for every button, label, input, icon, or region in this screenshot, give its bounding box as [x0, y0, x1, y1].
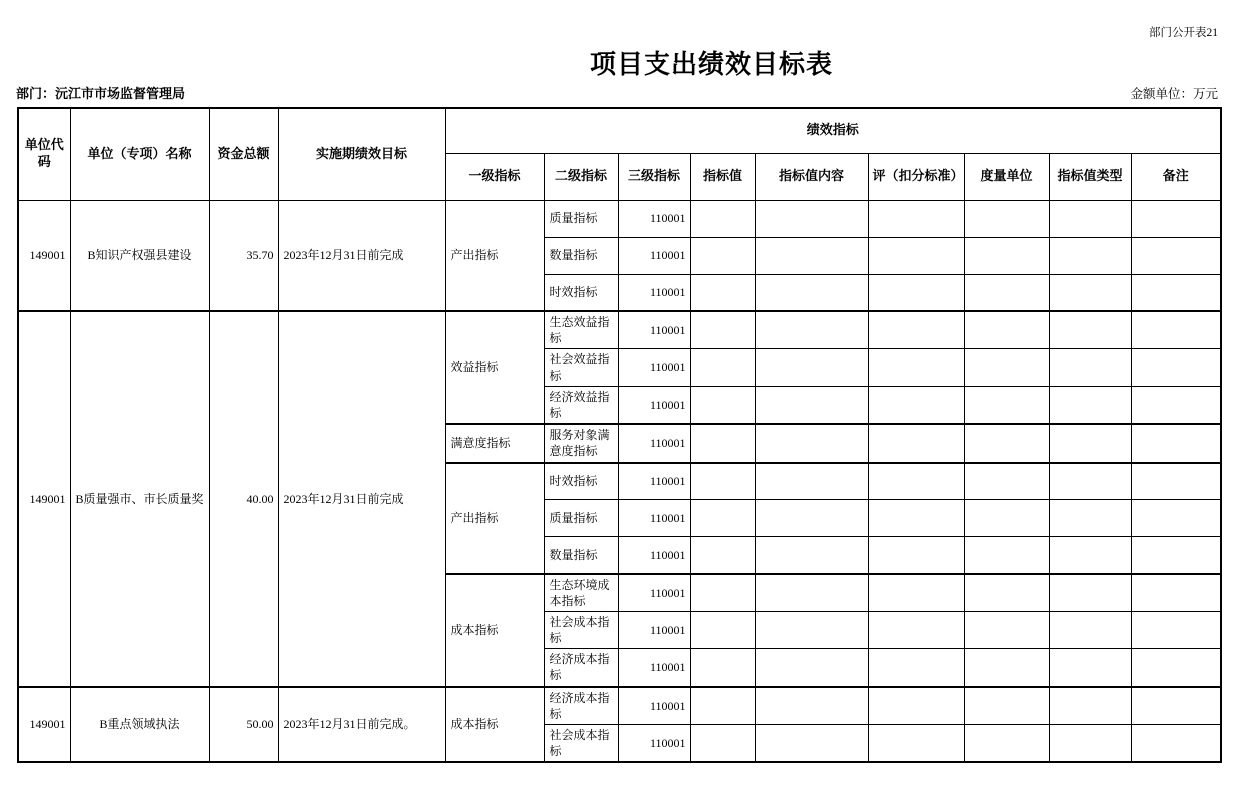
- indicator-value-cell: [690, 311, 755, 349]
- header-indicator-value: 指标值: [690, 153, 755, 200]
- value-content-cell: [755, 386, 868, 424]
- indicator-value-cell: [690, 463, 755, 500]
- value-content-cell: [755, 725, 868, 763]
- table-row: [18, 311, 1221, 349]
- value-content-cell: [755, 424, 868, 462]
- impl-target-cell: 2023年12月31日前完成。: [278, 687, 445, 763]
- header-remark: 备注: [1131, 153, 1221, 200]
- level1-indicator-cell: 满意度指标: [445, 424, 544, 462]
- table-row: [18, 687, 1221, 725]
- value-content-cell: [755, 649, 868, 687]
- value-type-cell: [1049, 311, 1131, 349]
- unit-name-cell: B质量强市、市长质量奖: [70, 311, 209, 687]
- corner-sheet-label: 部门公开表21: [1149, 27, 1218, 39]
- indicator-value-cell: [690, 649, 755, 687]
- remark-cell: [1131, 386, 1221, 424]
- value-type-cell: [1049, 386, 1131, 424]
- value-type-cell: [1049, 611, 1131, 648]
- remark-cell: [1131, 463, 1221, 500]
- header-level3-indicator: 三级指标: [618, 153, 690, 200]
- deduction-standard-cell: [868, 500, 964, 537]
- header-row-top: [18, 108, 1221, 153]
- value-type-cell: [1049, 687, 1131, 725]
- total-funds-cell: 50.00: [209, 687, 278, 763]
- level2-indicator-cell: 时效指标: [544, 463, 618, 500]
- impl-target-cell: 2023年12月31日前完成: [278, 311, 445, 687]
- deduction-standard-cell: [868, 349, 964, 386]
- measure-unit-cell: [964, 649, 1049, 687]
- value-type-cell: [1049, 537, 1131, 574]
- remark-cell: [1131, 649, 1221, 687]
- measure-unit-cell: [964, 386, 1049, 424]
- measure-unit-cell: [964, 424, 1049, 462]
- remark-cell: [1131, 274, 1221, 311]
- level3-indicator-cell: 110001: [618, 386, 690, 424]
- header-level2-indicator: 二级指标: [544, 153, 618, 200]
- unit-name-cell: B重点领域执法: [70, 687, 209, 763]
- deduction-standard-cell: [868, 725, 964, 763]
- deduction-standard-cell: [868, 200, 964, 237]
- header-deduction-standard: 评（扣分标准）: [868, 153, 964, 200]
- measure-unit-cell: [964, 500, 1049, 537]
- value-type-cell: [1049, 463, 1131, 500]
- deduction-standard-cell: [868, 311, 964, 349]
- level3-indicator-cell: 110001: [618, 237, 690, 274]
- measure-unit-cell: [964, 311, 1049, 349]
- level3-indicator-cell: 110001: [618, 463, 690, 500]
- header-value-content: 指标值内容: [755, 153, 868, 200]
- total-funds-cell: 35.70: [209, 200, 278, 311]
- total-funds-cell: 40.00: [209, 311, 278, 687]
- value-content-cell: [755, 349, 868, 386]
- unit-code-cell: 149001: [18, 311, 70, 687]
- value-type-cell: [1049, 274, 1131, 311]
- measure-unit-cell: [964, 611, 1049, 648]
- header-measure-unit: 度量单位: [964, 153, 1049, 200]
- remark-cell: [1131, 687, 1221, 725]
- performance-target-table: [17, 107, 1222, 763]
- unit-name-cell: B知识产权强县建设: [70, 200, 209, 311]
- level2-indicator-cell: 服务对象满意度指标: [544, 424, 618, 462]
- value-content-cell: [755, 200, 868, 237]
- remark-cell: [1131, 237, 1221, 274]
- value-content-cell: [755, 311, 868, 349]
- measure-unit-cell: [964, 274, 1049, 311]
- deduction-standard-cell: [868, 386, 964, 424]
- deduction-standard-cell: [868, 649, 964, 687]
- header-unit-code: 单位代码: [18, 108, 70, 200]
- value-type-cell: [1049, 500, 1131, 537]
- level2-indicator-cell: 社会成本指标: [544, 611, 618, 648]
- level3-indicator-cell: 110001: [618, 537, 690, 574]
- header-total-funds: 资金总额: [209, 108, 278, 200]
- value-content-cell: [755, 537, 868, 574]
- level2-indicator-cell: 质量指标: [544, 200, 618, 237]
- value-type-cell: [1049, 349, 1131, 386]
- value-type-cell: [1049, 200, 1131, 237]
- remark-cell: [1131, 725, 1221, 763]
- amount-unit-label: 金额单位：万元: [1130, 87, 1218, 101]
- deduction-standard-cell: [868, 687, 964, 725]
- unit-code-cell: 149001: [18, 687, 70, 763]
- deduction-standard-cell: [868, 537, 964, 574]
- header-performance-indicators: 绩效指标: [445, 108, 1221, 153]
- indicator-value-cell: [690, 237, 755, 274]
- value-content-cell: [755, 237, 868, 274]
- value-content-cell: [755, 500, 868, 537]
- level2-indicator-cell: 时效指标: [544, 274, 618, 311]
- value-type-cell: [1049, 424, 1131, 462]
- level3-indicator-cell: 110001: [618, 687, 690, 725]
- value-content-cell: [755, 274, 868, 311]
- deduction-standard-cell: [868, 274, 964, 311]
- measure-unit-cell: [964, 687, 1049, 725]
- remark-cell: [1131, 611, 1221, 648]
- remark-cell: [1131, 424, 1221, 462]
- level3-indicator-cell: 110001: [618, 274, 690, 311]
- table-body: [18, 200, 1221, 762]
- level3-indicator-cell: 110001: [618, 200, 690, 237]
- meta-row: [16, 83, 1218, 102]
- unit-code-cell: 149001: [18, 200, 70, 311]
- level2-indicator-cell: 生态效益指标: [544, 311, 618, 349]
- measure-unit-cell: [964, 463, 1049, 500]
- measure-unit-cell: [964, 237, 1049, 274]
- value-content-cell: [755, 574, 868, 612]
- level2-indicator-cell: 经济成本指标: [544, 687, 618, 725]
- value-type-cell: [1049, 725, 1131, 763]
- level2-indicator-cell: 社会效益指标: [544, 349, 618, 386]
- level2-indicator-cell: 生态环境成本指标: [544, 574, 618, 612]
- indicator-value-cell: [690, 687, 755, 725]
- level3-indicator-cell: 110001: [618, 311, 690, 349]
- remark-cell: [1131, 349, 1221, 386]
- level1-indicator-cell: 产出指标: [445, 200, 544, 311]
- level3-indicator-cell: 110001: [618, 611, 690, 648]
- level1-indicator-cell: 成本指标: [445, 574, 544, 687]
- level3-indicator-cell: 110001: [618, 649, 690, 687]
- indicator-value-cell: [690, 611, 755, 648]
- value-type-cell: [1049, 649, 1131, 687]
- remark-cell: [1131, 200, 1221, 237]
- value-type-cell: [1049, 574, 1131, 612]
- indicator-value-cell: [690, 537, 755, 574]
- remark-cell: [1131, 537, 1221, 574]
- level3-indicator-cell: 110001: [618, 500, 690, 537]
- indicator-value-cell: [690, 500, 755, 537]
- header-impl-target: 实施期绩效目标: [278, 108, 445, 200]
- indicator-value-cell: [690, 349, 755, 386]
- header-unit-name: 单位（专项）名称: [70, 108, 209, 200]
- value-type-cell: [1049, 237, 1131, 274]
- level2-indicator-cell: 数量指标: [544, 237, 618, 274]
- level3-indicator-cell: 110001: [618, 574, 690, 612]
- remark-cell: [1131, 311, 1221, 349]
- impl-target-cell: 2023年12月31日前完成: [278, 200, 445, 311]
- level2-indicator-cell: 经济成本指标: [544, 649, 618, 687]
- header-value-type: 指标值类型: [1049, 153, 1131, 200]
- level3-indicator-cell: 110001: [618, 349, 690, 386]
- deduction-standard-cell: [868, 237, 964, 274]
- measure-unit-cell: [964, 200, 1049, 237]
- indicator-value-cell: [690, 574, 755, 612]
- measure-unit-cell: [964, 725, 1049, 763]
- measure-unit-cell: [964, 537, 1049, 574]
- remark-cell: [1131, 500, 1221, 537]
- level1-indicator-cell: 成本指标: [445, 687, 544, 763]
- indicator-value-cell: [690, 424, 755, 462]
- indicator-value-cell: [690, 200, 755, 237]
- level3-indicator-cell: 110001: [618, 725, 690, 763]
- deduction-standard-cell: [868, 424, 964, 462]
- deduction-standard-cell: [868, 463, 964, 500]
- department-label: 部门：沅江市市场监督管理局: [16, 86, 186, 101]
- measure-unit-cell: [964, 349, 1049, 386]
- level2-indicator-cell: 数量指标: [544, 537, 618, 574]
- header-level1-indicator: 一级指标: [445, 153, 544, 200]
- level2-indicator-cell: 经济效益指标: [544, 386, 618, 424]
- level2-indicator-cell: 质量指标: [544, 500, 618, 537]
- indicator-value-cell: [690, 274, 755, 311]
- level1-indicator-cell: 产出指标: [445, 463, 544, 574]
- deduction-standard-cell: [868, 574, 964, 612]
- table-row: [18, 200, 1221, 237]
- deduction-standard-cell: [868, 611, 964, 648]
- level2-indicator-cell: 社会成本指标: [544, 725, 618, 763]
- remark-cell: [1131, 574, 1221, 612]
- value-content-cell: [755, 463, 868, 500]
- indicator-value-cell: [690, 386, 755, 424]
- value-content-cell: [755, 611, 868, 648]
- value-content-cell: [755, 687, 868, 725]
- page-title: 项目支出绩效目标表: [590, 49, 834, 79]
- level3-indicator-cell: 110001: [618, 424, 690, 462]
- level1-indicator-cell: 效益指标: [445, 311, 544, 424]
- indicator-value-cell: [690, 725, 755, 763]
- measure-unit-cell: [964, 574, 1049, 612]
